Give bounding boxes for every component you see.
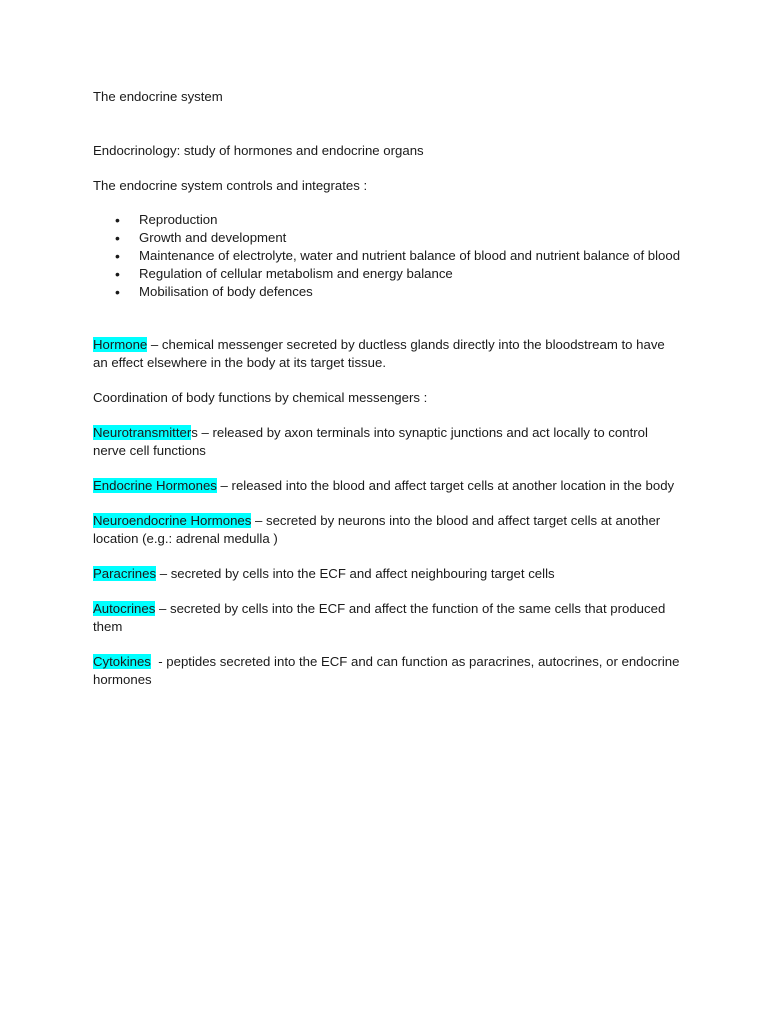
list-item: • Reproduction [139,211,683,229]
highlighted-term: Paracrines [93,566,157,581]
definition-text: – secreted by cells into the ECF and affect the function of the same cells that produced them [93,601,666,634]
highlighted-term: Neuroendocrine Hormones [93,513,252,528]
document-title: The endocrine system [93,89,223,104]
highlighted-term: Cytokines [93,654,151,669]
coordination-heading: Coordination of body functions by chemical messengers : [93,390,428,405]
definition-text: – released into the blood and affect target cells at another location in the body [216,478,675,493]
list-item: • Maintenance of electrolyte, water and nutrient balance of blood and nutrient balance of blood [139,247,683,265]
definition-text: - peptides secreted into the ECF and can function as paracrines, autocrines, or endocrine hormones [93,654,684,687]
highlighted-term: Neurotransmitter [93,425,192,440]
paracrines-definition [93,565,683,583]
highlighted-term: Hormone [93,337,148,352]
highlighted-term: Endocrine Hormones [93,478,217,493]
highlighted-term: Autocrines [93,601,156,616]
intro-text: The endocrine system controls and integrates : [93,178,368,193]
list-item: • Regulation of cellular metabolism and energy balance [139,265,683,283]
term-suffix: s [191,425,198,440]
autocrines-definition [93,600,683,636]
definition-text: – secreted by cells into the ECF and affect neighbouring target cells [156,566,555,581]
bullet-list [93,211,683,301]
definition-text: – secreted by neurons into the blood and affect target cells at another location (e.g.: adrenal medulla ) [93,513,661,546]
neuroendocrine-hormones-definition [93,512,683,548]
cytokines-definition [93,653,683,689]
list-item: • Mobilisation of body defences [139,283,683,301]
neurotransmitters-definition [93,424,683,460]
list-item: • Growth and development [139,229,683,247]
definition-text: – released by axon terminals into synaptic junctions and act locally to control nerve cell functions [93,425,648,458]
endocrinology-definition: Endocrinology: study of hormones and endocrine organs [93,143,424,158]
definition-text: – chemical messenger secreted by ductless glands directly into the bloodstream to have an effect elsewhere in the body at its target tissue. [93,337,665,370]
document-body [93,88,683,706]
hormone-definition [93,336,683,372]
endocrine-hormones-definition [93,477,683,495]
